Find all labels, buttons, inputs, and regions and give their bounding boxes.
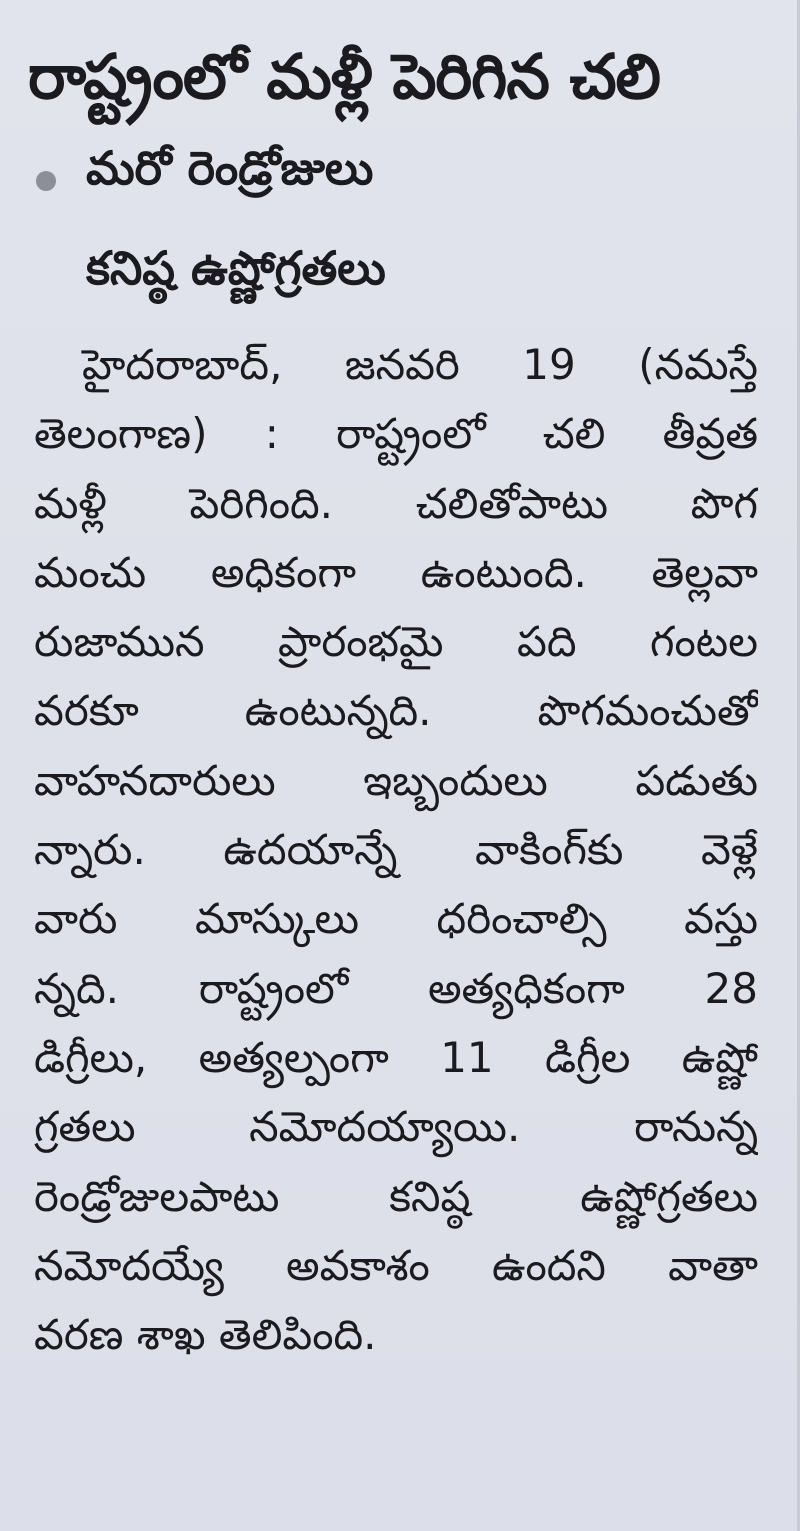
body-line: నమోదయ్యే అవకాశం ఉందని వాతా [34,1240,758,1290]
body-line: హైదరాబాద్, జనవరి 19 (నమస్తే [82,340,758,389]
body-line: వరకూ ఉంటున్నది. పొగమంచుతో [34,686,758,736]
body-line: వరణ శాఖ తెలిపింది. [34,1310,377,1360]
body-line: తెలంగాణ) : రాష్ట్రంలో చలి తీవ్రత [34,409,758,459]
body-line: మళ్లీ పెరిగింది. చలితోపాటు పొగ [34,478,758,528]
body-line: వారు మాస్కులు ధరించాల్సి వస్తు [34,894,758,944]
article-body [34,330,758,1369]
body-line: న్నది. రాష్ట్రంలో అత్యధికంగా 28 [34,963,758,1013]
body-line: మంచు అధికంగా ఉంటుంది. తెల్లవా [34,547,758,597]
body-line: రుజామున ప్రారంభమై పది గంటల [34,617,758,667]
body-line: న్నారు. ఉదయాన్నే వాకింగ్‌కు వెళ్లే [34,825,758,875]
body-line: రెండ్రోజులపాటు కనిష్ఠ ఉష్ణోగ్రతలు [34,1171,758,1221]
headline: రాష్ట్రంలో మళ్లీ పెరిగిన చలి [28,40,661,113]
subheading-2: కనిష్ఠ ఉష్ణోగ్రతలు [86,241,386,295]
body-line: డిగ్రీలు, అత్యల్పంగా 11 డిగ్రీల ఉష్ణో [34,1032,758,1082]
subheading-1: మరో రెండ్రోజులు [86,141,374,195]
body-line: గ్రతలు నమోదయ్యాయి. రానున్న [34,1102,758,1152]
body-line: వాహనదారులు ఇబ్బందులు పడుతు [34,755,758,805]
bullet-icon [36,171,56,191]
